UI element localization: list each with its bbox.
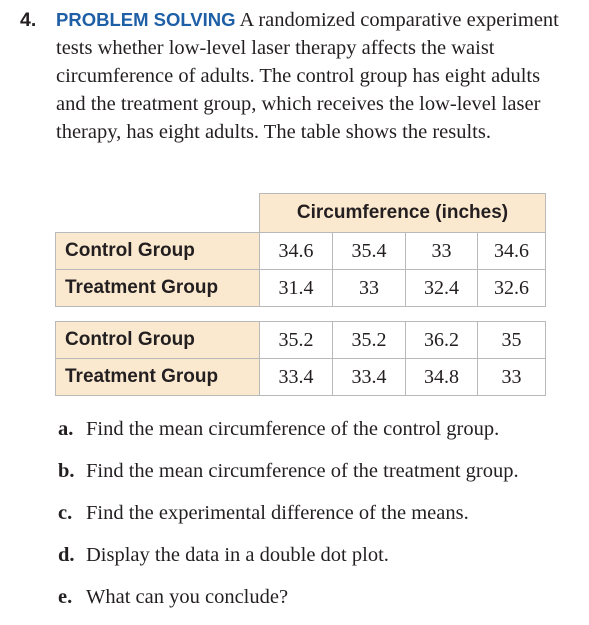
table-cell: 33	[333, 270, 406, 307]
table-cell: 35.2	[260, 322, 333, 359]
question-d	[58, 541, 578, 583]
table-cell: 31.4	[260, 270, 333, 307]
table-row-control	[56, 322, 546, 359]
table-row-treatment	[56, 359, 546, 396]
table-cell: 36.2	[406, 322, 478, 359]
question-letter: e.	[58, 586, 73, 608]
table-cell: 34.6	[260, 233, 333, 270]
problem-number: 4.	[20, 9, 37, 31]
table-cell: 32.6	[478, 270, 546, 307]
table-cell: 35	[478, 322, 546, 359]
question-list	[58, 415, 578, 625]
row-label-treatment: Treatment Group	[56, 270, 260, 307]
problem-text: A randomized comparative experiment tests whether low-level laser therapy affects the waist circumference of adults. The control group has eight adults and the treatment group, which receives the low-level laser therapy, has eight adults. The table shows the results.	[56, 9, 559, 143]
question-text: Find the experimental difference of the means.	[86, 502, 469, 524]
table-cell: 35.4	[333, 233, 406, 270]
question-text: What can you conclude?	[86, 586, 289, 608]
table-header-blank-cell	[56, 194, 260, 233]
table-header-row	[56, 194, 546, 233]
question-e	[58, 583, 578, 625]
table-header-circumference: Circumference (inches)	[260, 194, 546, 233]
question-text: Find the mean circumference of the control group.	[86, 418, 500, 440]
row-label-control: Control Group	[56, 233, 260, 270]
problem-body	[56, 6, 565, 146]
table-cell: 34.6	[478, 233, 546, 270]
question-c	[58, 499, 578, 541]
question-letter: d.	[58, 544, 75, 566]
table-row-control	[56, 233, 546, 270]
question-a	[58, 415, 578, 457]
table-cell: 33.4	[260, 359, 333, 396]
table-cell: 33	[478, 359, 546, 396]
results-table-part-1	[55, 193, 546, 307]
table-cell: 35.2	[333, 322, 406, 359]
question-letter: b.	[58, 460, 75, 482]
question-text: Find the mean circumference of the treatment group.	[86, 460, 519, 482]
question-b	[58, 457, 578, 499]
problem-statement	[20, 6, 565, 146]
question-letter: a.	[58, 418, 74, 440]
question-text: Display the data in a double dot plot.	[86, 544, 389, 566]
table-cell: 33	[406, 233, 478, 270]
question-letter: c.	[58, 502, 73, 524]
table-cell: 34.8	[406, 359, 478, 396]
row-label-control: Control Group	[56, 322, 260, 359]
table-cell: 32.4	[406, 270, 478, 307]
results-table-part-2	[55, 321, 546, 396]
table-cell: 33.4	[333, 359, 406, 396]
problem-heading: PROBLEM SOLVING	[56, 9, 236, 30]
row-label-treatment: Treatment Group	[56, 359, 260, 396]
table-row-treatment	[56, 270, 546, 307]
